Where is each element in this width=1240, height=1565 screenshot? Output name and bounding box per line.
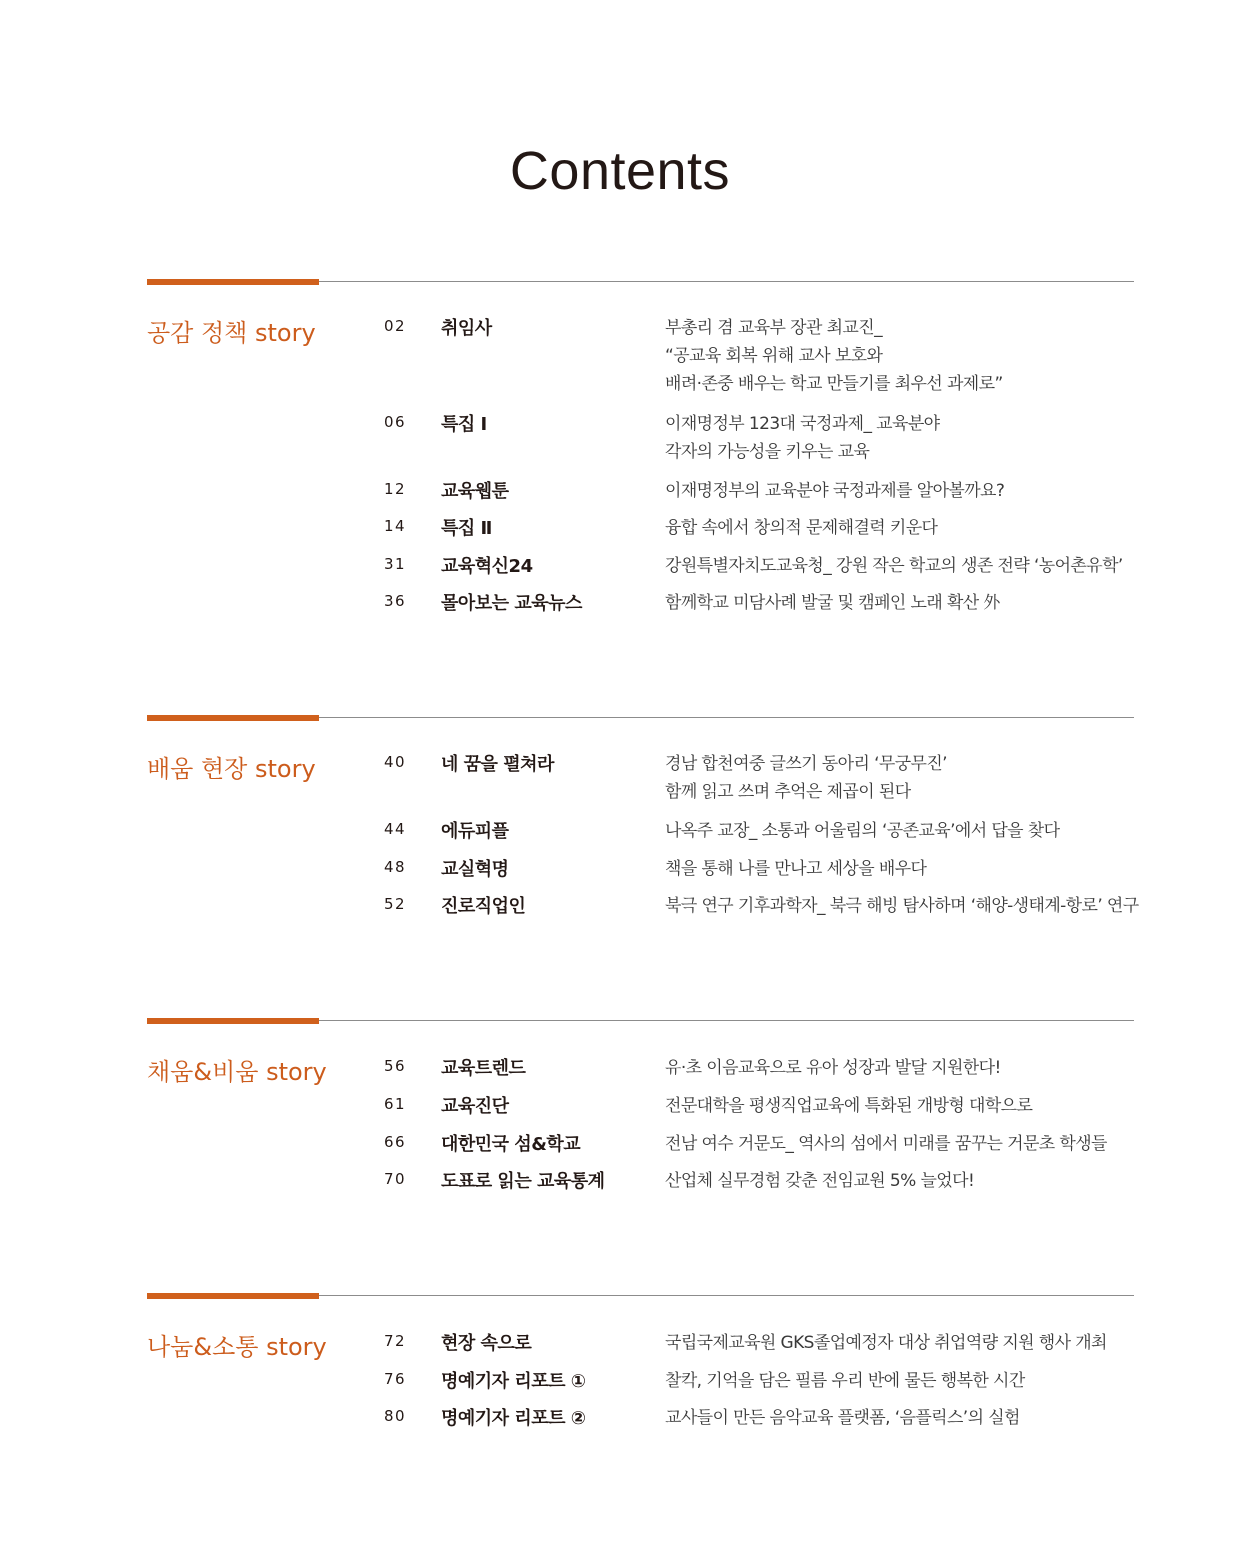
entry-description	[665, 552, 1123, 580]
description-line: 배려·존중 배우는 학교 만들기를 최우선 과제로”	[665, 374, 1003, 394]
entry-description	[665, 514, 937, 542]
description-line: 이재명정부 123대 국정과제_ 교육분야	[665, 414, 940, 434]
entry-heading: 특집 Ⅱ	[441, 518, 492, 539]
entry-description	[665, 817, 1059, 845]
description-line: 함께학교 미담사례 발굴 및 캠페인 노래 확산 外	[665, 593, 1000, 613]
description-line: 유·초 이음교육으로 유아 성장과 발달 지원한다!	[665, 1058, 1001, 1078]
entry-heading: 교육트렌드	[441, 1058, 526, 1079]
page-number: 76	[384, 1370, 407, 1388]
page-number: 12	[384, 480, 407, 498]
entry-description	[665, 314, 1003, 398]
entry-heading: 명예기자 리포트 ①	[441, 1371, 586, 1392]
description-line: 찰칵, 기억을 담은 필름 우리 반에 물든 행복한 시간	[665, 1371, 1025, 1391]
entry-description	[665, 1130, 1107, 1158]
entry-heading: 네 꿈을 펼쳐라	[441, 754, 554, 775]
entry-heading: 에듀피플	[441, 821, 509, 842]
entry-heading: 진로직업인	[441, 896, 526, 917]
description-line: 전남 여수 거문도_ 역사의 섬에서 미래를 꿈꾸는 거문초 학생들	[665, 1134, 1107, 1154]
section-title: 나눔&소통 story	[147, 1333, 327, 1361]
entry-description	[665, 750, 947, 806]
entry-description	[665, 855, 926, 883]
page-number: 06	[384, 413, 407, 431]
section-accent-bar	[147, 279, 319, 285]
entry-heading: 특집 Ⅰ	[441, 414, 487, 435]
entry-heading: 교육웹툰	[441, 481, 509, 502]
entry-description	[665, 1367, 1025, 1395]
page-number: 61	[384, 1095, 407, 1113]
entry-description	[665, 892, 1139, 920]
entry-description	[665, 1329, 1107, 1357]
entry-heading: 교육진단	[441, 1096, 509, 1117]
description-line: 산업체 실무경험 갖춘 전임교원 5% 늘었다!	[665, 1171, 975, 1191]
page-number: 52	[384, 895, 407, 913]
entry-heading: 도표로 읽는 교육통계	[441, 1171, 605, 1192]
description-line: 북극 연구 기후과학자_ 북극 해빙 탐사하며 ‘해양-생태계-항로’ 연구	[665, 896, 1139, 916]
entry-description	[665, 477, 1004, 505]
page-number: 70	[384, 1170, 407, 1188]
description-line: 책을 통해 나를 만나고 세상을 배우다	[665, 859, 927, 879]
entry-heading: 명예기자 리포트 ②	[441, 1408, 586, 1429]
entry-description	[665, 1404, 1020, 1432]
description-line: 부총리 겸 교육부 장관 최교진_	[665, 318, 882, 338]
entry-heading: 현장 속으로	[441, 1333, 532, 1354]
section-title: 배움 현장 story	[147, 755, 316, 783]
entry-heading: 대한민국 섬&학교	[441, 1134, 581, 1155]
page-number: 02	[384, 317, 407, 335]
page-number: 36	[384, 592, 407, 610]
page-number: 40	[384, 753, 407, 771]
entry-heading: 교실혁명	[441, 859, 509, 880]
description-line: 나옥주 교장_ 소통과 어울림의 ‘공존교육’에서 답을 찾다	[665, 821, 1060, 841]
entry-description	[665, 410, 939, 466]
description-line: 함께 읽고 쓰며 추억은 제곱이 된다	[665, 782, 911, 802]
page-number: 72	[384, 1332, 407, 1350]
description-line: “공교육 회복 위해 교사 보호와	[665, 346, 883, 366]
section-accent-bar	[147, 1293, 319, 1299]
description-line: 강원특별자치도교육청_ 강원 작은 학교의 생존 전략 ‘농어촌유학’	[665, 556, 1123, 576]
description-line: 경남 합천여중 글쓰기 동아리 ‘무궁무진’	[665, 754, 947, 774]
section-accent-bar	[147, 1018, 319, 1024]
section-title: 채움&비움 story	[147, 1058, 327, 1086]
page-number: 44	[384, 820, 407, 838]
page-number: 66	[384, 1133, 407, 1151]
page-number: 48	[384, 858, 407, 876]
entry-heading: 취임사	[441, 318, 492, 339]
page-number: 56	[384, 1057, 407, 1075]
description-line: 각자의 가능성을 키우는 교육	[665, 442, 870, 462]
page-number: 80	[384, 1407, 407, 1425]
description-line: 전문대학을 평생직업교육에 특화된 개방형 대학으로	[665, 1096, 1033, 1116]
entry-description	[665, 589, 1000, 617]
section-title: 공감 정책 story	[147, 319, 316, 347]
description-line: 국립국제교육원 GKS졸업예정자 대상 취업역량 지원 행사 개최	[665, 1333, 1107, 1353]
page-number: 31	[384, 555, 407, 573]
description-line: 융합 속에서 창의적 문제해결력 키운다	[665, 518, 938, 538]
page-number: 14	[384, 517, 407, 535]
entry-heading: 교육혁신24	[441, 556, 533, 577]
entry-heading: 몰아보는 교육뉴스	[441, 593, 582, 614]
entry-description	[665, 1092, 1032, 1120]
entry-description	[665, 1054, 1001, 1082]
entry-description	[665, 1167, 974, 1195]
section-accent-bar	[147, 715, 319, 721]
page-title: Contents	[509, 141, 731, 201]
description-line: 이재명정부의 교육분야 국정과제를 알아볼까요?	[665, 481, 1005, 501]
description-line: 교사들이 만든 음악교육 플랫폼, ‘음플릭스’의 실험	[665, 1408, 1020, 1428]
